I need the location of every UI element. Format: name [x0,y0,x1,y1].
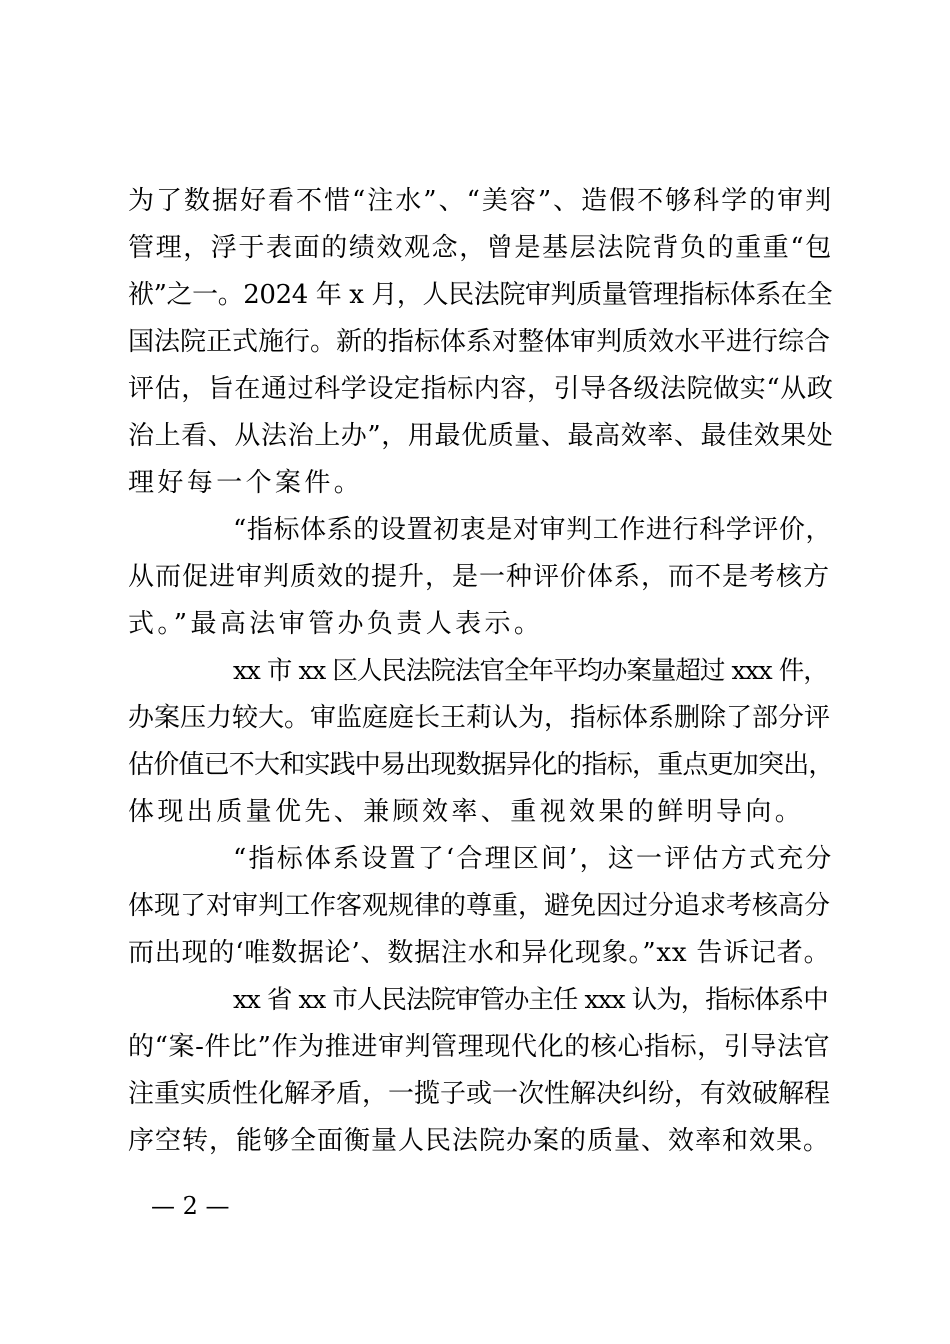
paragraph-line: 办案压力较大。审监庭庭长王莉认为，指标体系删除了部分评 [128,703,831,733]
paragraph-line: 评估，旨在通过科学设定指标内容，引导各级法院做实“从政 [128,374,834,404]
paragraph-line: xx 省 xx 市人民法院审管办主任 xxx 认为，指标体系中 [233,985,828,1015]
paragraph-line: “指标体系设置了‘合理区间’，这一评估方式充分 [233,844,834,874]
paragraph-line: 为了数据好看不惜“注水”、“美容”、造假不够科学的审判 [128,186,834,216]
paragraph-line: 理好每一个案件。 [128,468,364,498]
paragraph-line: 从而促进审判质效的提升，是一种评价体系，而不是考核方 [128,562,831,592]
paragraph-line: 的“案-件比”作为推进审判管理现代化的核心指标，引导法官 [128,1032,831,1062]
paragraph-line: 管理，浮于表面的绩效观念，曾是基层法院背负的重重“包 [128,233,833,263]
paragraph-line: “指标体系的设置初衷是对审判工作进行科学评价， [233,515,833,545]
paragraph-line: xx 市 xx 区人民法院法官全年平均办案量超过 xxx 件， [233,656,828,686]
paragraph-line: 式。”最高法审管办负责人表示。 [128,609,544,639]
paragraph-line: 注重实质性化解矛盾，一揽子或一次性解决纠纷，有效破解程 [128,1079,831,1109]
paragraph-line: 而出现的‘唯数据论’、数据注水和异化现象。”xx 告诉记者。 [128,938,831,968]
paragraph-line: 体现出质量优先、兼顾效率、重视效果的鲜明导向。 [128,797,805,827]
paragraph-line: 袱”之一。2024 年 x 月，人民法院审判质量管理指标体系在全 [128,280,833,310]
paragraph-line: 国法院正式施行。新的指标体系对整体审判质效水平进行综合 [128,327,831,357]
paragraph-line: 体现了对审判工作客观规律的尊重，避免因过分追求考核高分 [128,891,831,921]
page-number: — 2 — [151,1192,230,1220]
paragraph-line: 估价值已不大和实践中易出现数据异化的指标，重点更加突出， [128,750,834,780]
paragraph-line: 治上看、从法治上办”，用最优质量、最高效率、最佳效果处 [128,421,834,451]
paragraph-line: 序空转，能够全面衡量人民法院办案的质量、效率和效果。 [128,1126,831,1156]
